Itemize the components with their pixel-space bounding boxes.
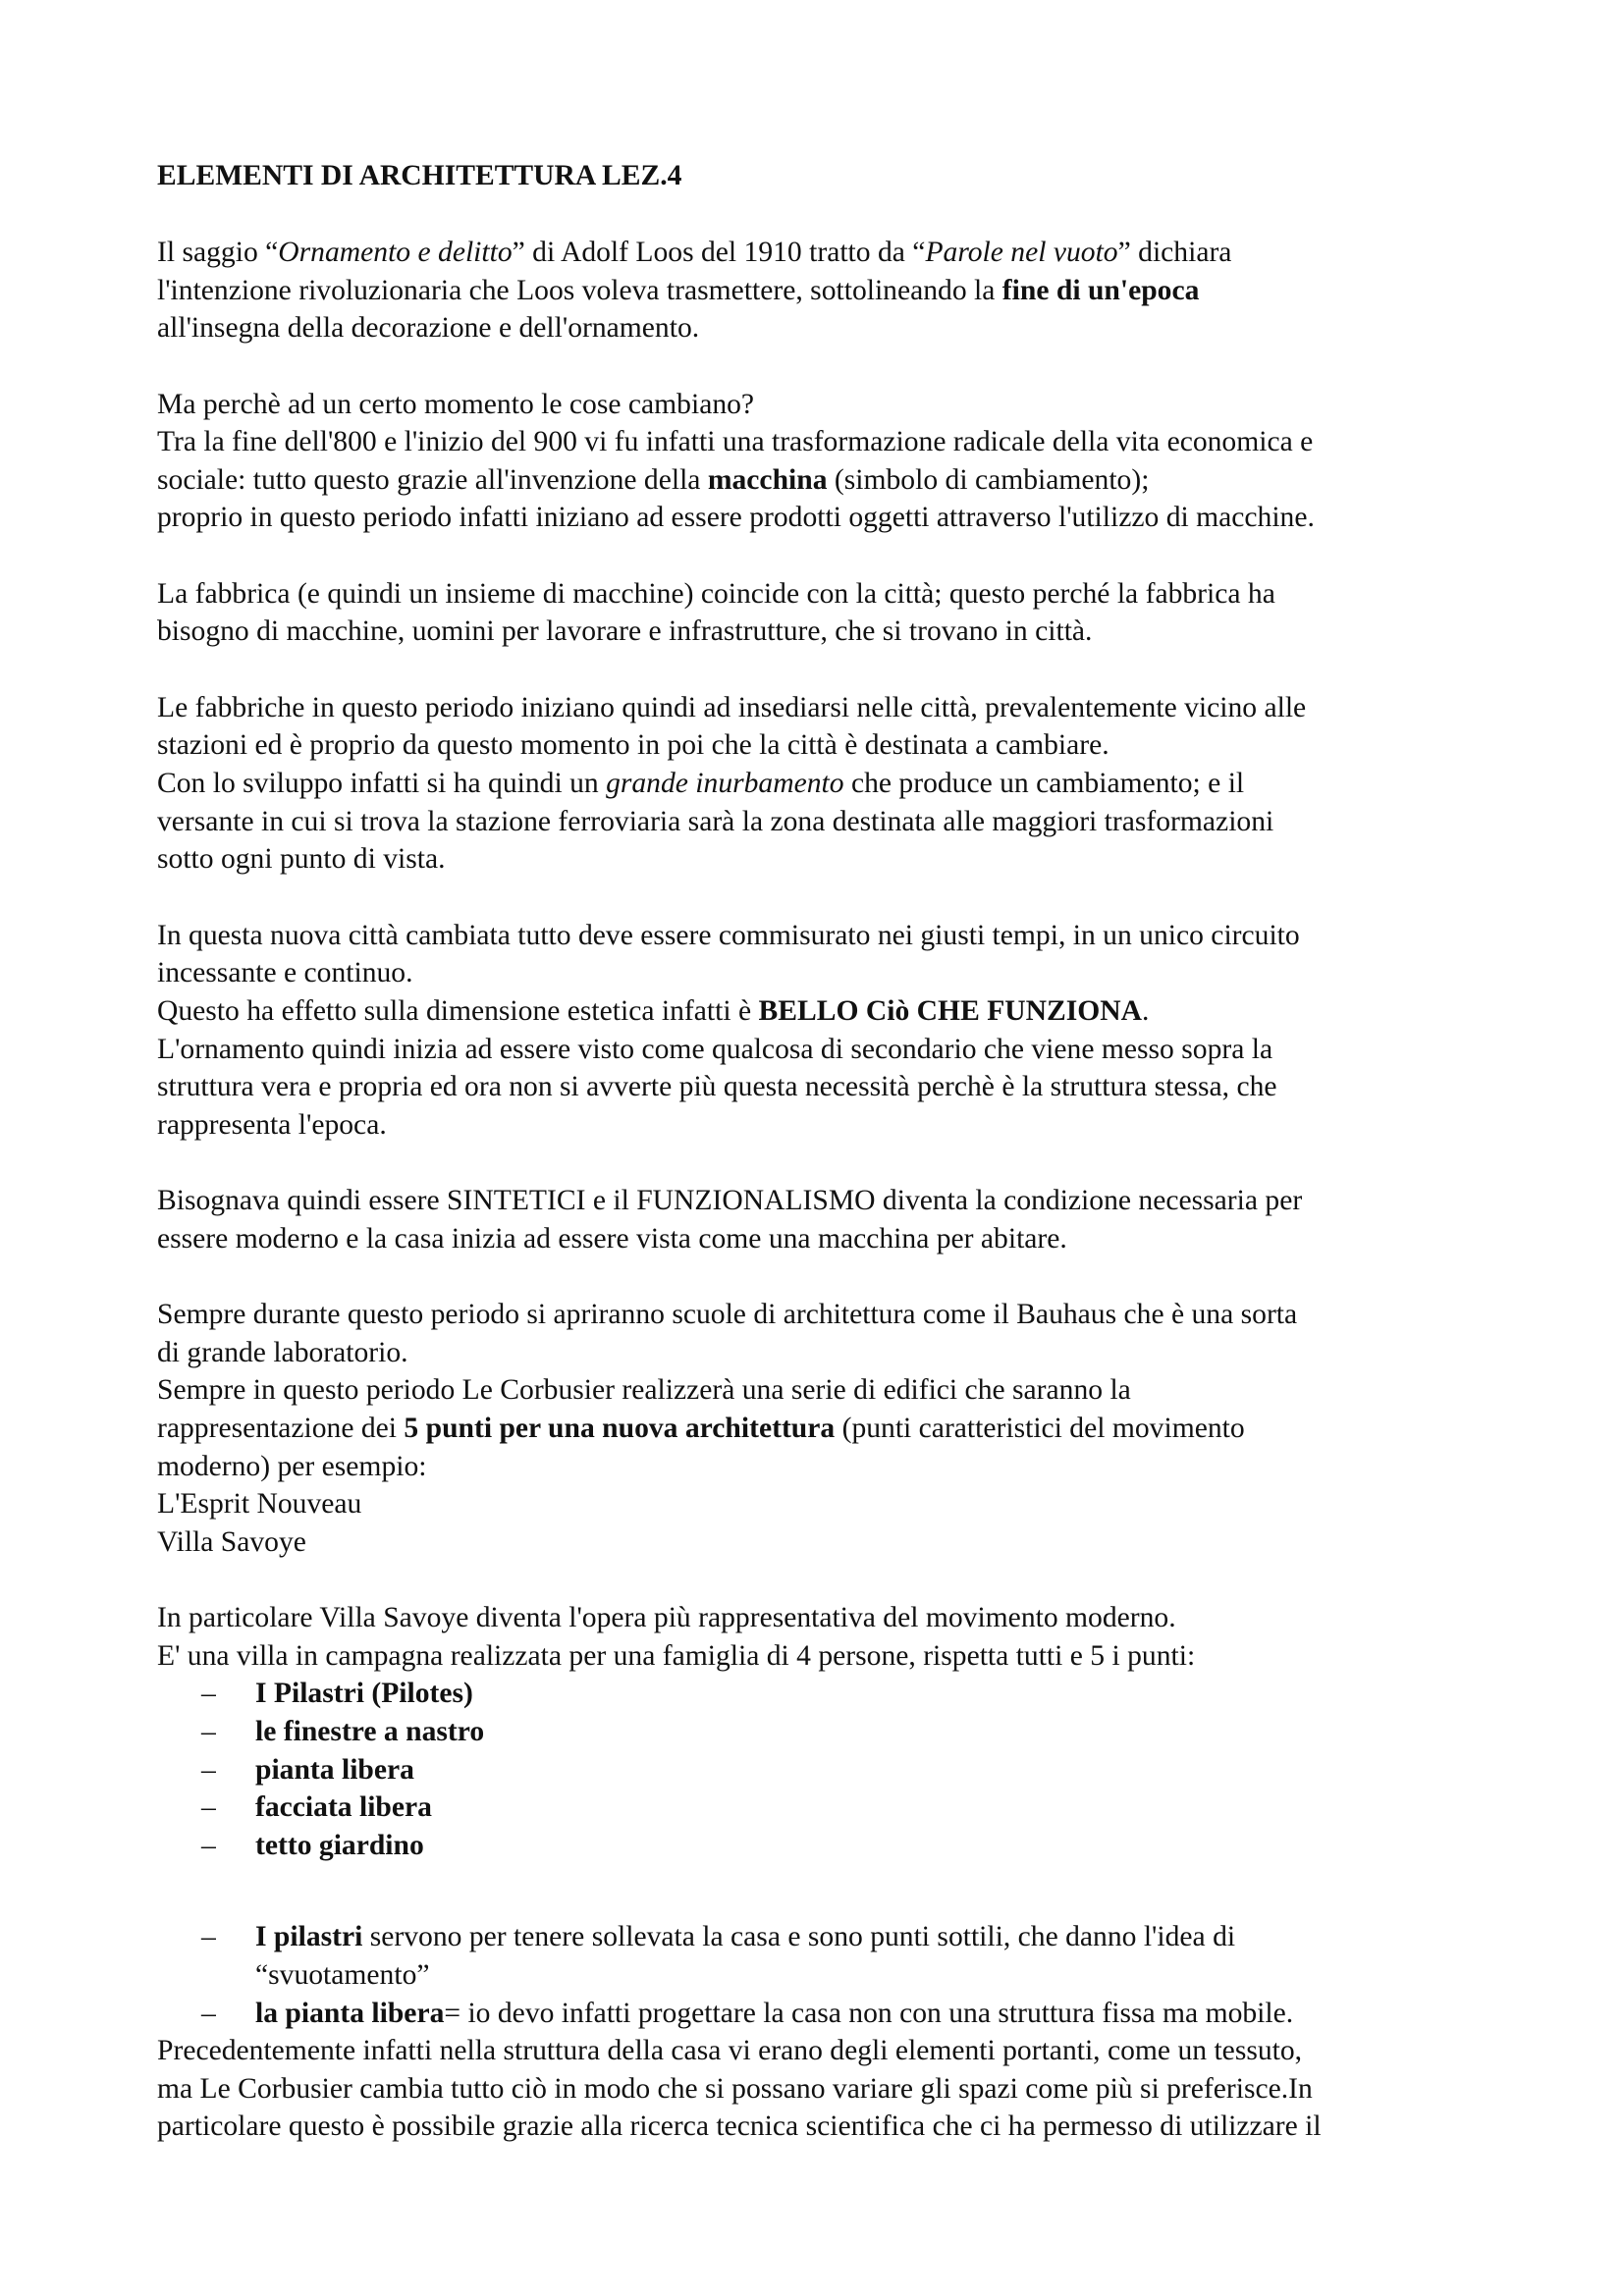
emphasis-5-punti: 5 punti per una nuova architettura: [404, 1413, 836, 1444]
emphasis-ornamento: Ornamento e delitto: [278, 237, 513, 268]
emphasis-parole: Parole nel vuoto: [925, 237, 1118, 268]
dash-bullet: –: [201, 1716, 216, 1747]
dash-bullet: –: [201, 1754, 216, 1786]
document-page: ELEMENTI DI ARCHITETTURA LEZ.4 Il saggio “Ornamento e delitto” di Adolf Loos del 1910 tratto da “Parole nel vuoto” dichiara l'intenzione rivoluzionaria che Loos voleva trasmettere, sottolineando la fine di un'epoca all'insegna della decorazione e dell'ornamento. Ma perchè ad un certo momento le cose cambiano? Tra la fine dell'800 e l'inizio del 900 vi fu infatti una trasformazione radicale della vita economica e sociale: tutto questo grazie all'invenzione della macchina (simbolo di cambiamento); proprio in questo periodo infatti iniziano ad essere prodotti oggetti attraverso l'utilizzo di macchine. La fabbrica (e quindi un insieme di macchine) coincide con la città; questo perché la fabbrica ha bisogno di macchine, uomini per lavorare e infrastrutture, che si trovano in città. Le fabbriche in questo periodo iniziano quindi ad insediarsi nelle città, prevalentemente vicino alle stazioni ed è proprio da questo momento in poi che la città è destinata a cambiare. Con lo sviluppo infatti si ha quindi un grande inurbamento che produce un cambiamento; e il versante in cui si trova la stazione ferroviaria sarà la zona destinata alle maggiori trasformazioni sotto ogni punto di vista. In questa nuova città cambiata tutto deve essere commisurato nei giusti tempi, in un unico circuito incessante e continuo. Questo ha effetto sulla dimensione estetica infatti è BELLO Ciò CHE FUNZIONA. L'ornamento quindi inizia ad essere visto come qualcosa di secondario che viene messo sopra la struttura vera e propria ed ora non si avverte più questa necessità perchè è la struttura stessa, che rappresenta l'epoca. Bisognava quindi essere SINTETICI e il FUNZIONALISMO diventa la condizione necessaria per essere moderno e la casa inizia ad essere vista come una macchina per abitare. Sempre durante questo periodo si apriranno scuole di architettura come il Bauhaus che è una sorta di grande laboratorio. Sempre in questo periodo Le Corbusier realizzerà una serie di edifici che saranno la rappresentazione dei 5 punti per una nuova architettura (punti caratteristici del movimento moderno) per esempio: L'Esprit Nouveau Villa Savoye In particolare Villa Savoye diventa l'opera più rappresentativa del movimento moderno. E' una villa in campagna realizzata per una famiglia di 4 persone, rispetta tutti e 5 i punti: – I Pilastri (Pilotes) – le finestre a nastro – pianta libera – facciata libera – tetto giardino – I pilastri servono per tenere sollevata la casa e sono punti sottili, che danno l'idea di “svuotamento” – la pianta libera= io devo infatti progettare la casa non con una struttura fissa ma mobile. Precedentemente infatti nella struttura della casa vi erano degli elementi portanti, come un tessuto, ma Le Corbusier cambia tutto ciò in modo che si possano variare gli spazi come più si preferisce.In particolare questo è possibile grazie alla ricerca tecnica scientifica che ci ha permesso di utilizzare il: [0, 0, 1623, 2296]
dash-bullet: –: [201, 1678, 216, 1709]
emphasis-macchina: macchina: [707, 464, 828, 496]
dash-bullet: –: [201, 1791, 216, 1823]
document-title: ELEMENTI DI ARCHITETTURA LEZ.4: [157, 160, 682, 191]
emphasis-fine-epoca: fine di un'epoca: [1001, 275, 1200, 306]
emphasis-bello: BELLO Ciò CHE FUNZIONA: [758, 995, 1143, 1027]
dash-bullet: –: [201, 1998, 216, 2029]
emphasis-inurbamento: grande inurbamento: [606, 768, 844, 799]
dash-bullet: –: [201, 1921, 216, 1952]
dash-bullet: –: [201, 1830, 216, 1861]
